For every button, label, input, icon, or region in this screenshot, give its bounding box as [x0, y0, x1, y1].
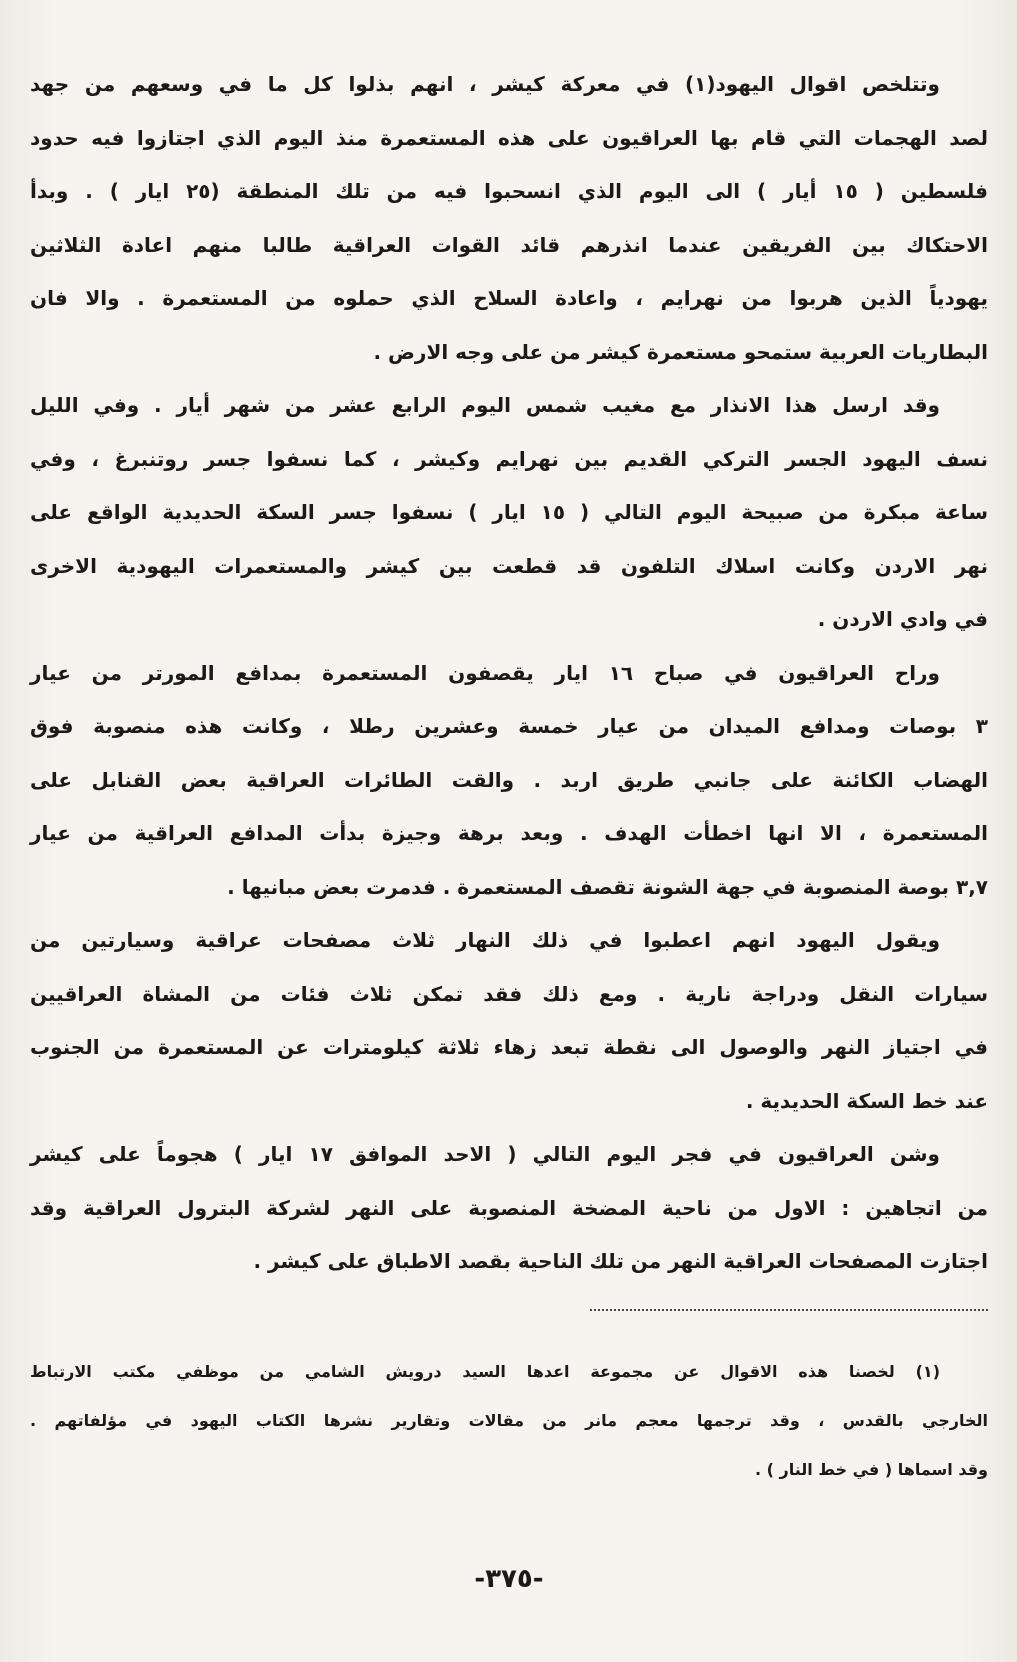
- page-number: -٣٧٥-: [474, 1563, 544, 1594]
- text-line: وقد ارسل هذا الانذار مع مغيب شمس اليوم الرابع عشر من شهر أيار . وفي الليل: [30, 393, 940, 417]
- text-line: الاحتكاك بين الفريقين عندما انذرهم قائد القوات العراقية طالبا منهم اعادة الثلاثين: [30, 232, 988, 257]
- text-line: فلسطين ( ١٥ أيار ) الى اليوم الذي انسحبوا فيه من تلك المنطقة (٢٥ ايار ) . وبدأ: [30, 179, 988, 203]
- text-line: نسف اليهود الجسر التركي القديم بين نهرايم وكيشر ، كما نسفوا جسر روتنبرغ ، وفي: [30, 446, 988, 471]
- text-line: في وادي الاردن .: [817, 607, 988, 631]
- footnote-separator: [590, 1309, 988, 1311]
- text-line: الهضاب الكائنة على جانبي طريق اربد . والقت الطائرات العراقية بعض القنابل على: [30, 767, 988, 792]
- text-line: ساعة مبكرة من صبيحة اليوم التالي ( ١٥ ايار ) نسفوا جسر السكة الحديدية الواقع على: [30, 500, 988, 524]
- footnote-line: (١) لخصنا هذه الاقوال عن مجموعة اعدها السيد درويش الشامي من موظفي مكتب الارتباط: [30, 1361, 940, 1381]
- footnote-line: الخارجي بالقدس ، وقد ترجمها معجم مانر من مقالات وتقارير نشرها الكتاب اليهود في مؤلفاتهم .: [30, 1410, 988, 1430]
- text-line: عند خط السكة الحديدية .: [745, 1088, 988, 1113]
- text-line: ٣ بوصات ومدافع الميدان من عيار خمسة وعشرين رطلا ، وكانت هذه منصوبة فوق: [30, 714, 988, 738]
- text-line: المستعمرة ، الا انها اخطأت الهدف . وبعد برهة وجيزة بدأت المدافع العراقية من عيار: [30, 821, 988, 845]
- text-line: في اجتياز النهر والوصول الى نقطة تبعد زهاء ثلاثة كيلومترات عن المستعمرة من الجنوب: [30, 1035, 988, 1059]
- footnote-separator-row: [30, 1309, 988, 1311]
- text-line: نهر الاردن وكانت اسلاك التلفون قد قطعت بين كيشر والمستعمرات اليهودية الاخرى: [30, 553, 988, 578]
- footnote-line: وقد اسماها ( في خط النار ) .: [755, 1459, 988, 1479]
- text-line: البطاريات العربية ستمحو مستعمرة كيشر من على وجه الارض .: [373, 339, 988, 364]
- text-line: ٣,٧ بوصة المنصوبة في جهة الشونة تقصف المستعمرة . فدمرت بعض مبانيها .: [227, 874, 988, 899]
- footnotes: [30, 1347, 988, 1494]
- text-line: من اتجاهين : الاول من ناحية المضخة المنصوبة على النهر لشركة البترول العراقية وقد: [30, 1195, 988, 1220]
- text-line: لصد الهجمات التي قام بها العراقيون على هذه المستعمرة منذ اليوم الذي اجتازوا فيه حدود: [30, 125, 988, 150]
- text-line: يهودياً الذين هربوا من نهرايم ، واعادة السلاح الذي حملوه من المستعمرة . والا فان: [30, 286, 988, 310]
- text-line: اجتازت المصفحات العراقية النهر من تلك الناحية بقصد الاطباق على كيشر .: [253, 1249, 988, 1273]
- text-line: ويقول اليهود انهم اعطبوا في ذلك النهار ثلاث مصفحات عراقية وسيارتين من: [30, 928, 940, 952]
- text-line: وشن العراقيون في فجر اليوم التالي ( الاحد الموافق ١٧ ايار ) هجوماً على كيشر: [30, 1142, 940, 1166]
- text-line: سيارات النقل ودراجة نارية . ومع ذلك فقد تمكن ثلاث فئات من المشاة العراقيين: [30, 981, 988, 1006]
- main-text: [30, 58, 988, 1289]
- text-line: وتتلخص اقوال اليهود(١) في معركة كيشر ، انهم بذلوا كل ما في وسعهم من جهد: [30, 72, 940, 96]
- text-line: وراح العراقيون في صباح ١٦ ايار يقصفون المستعمرة بمدافع المورتر من عيار: [30, 660, 940, 685]
